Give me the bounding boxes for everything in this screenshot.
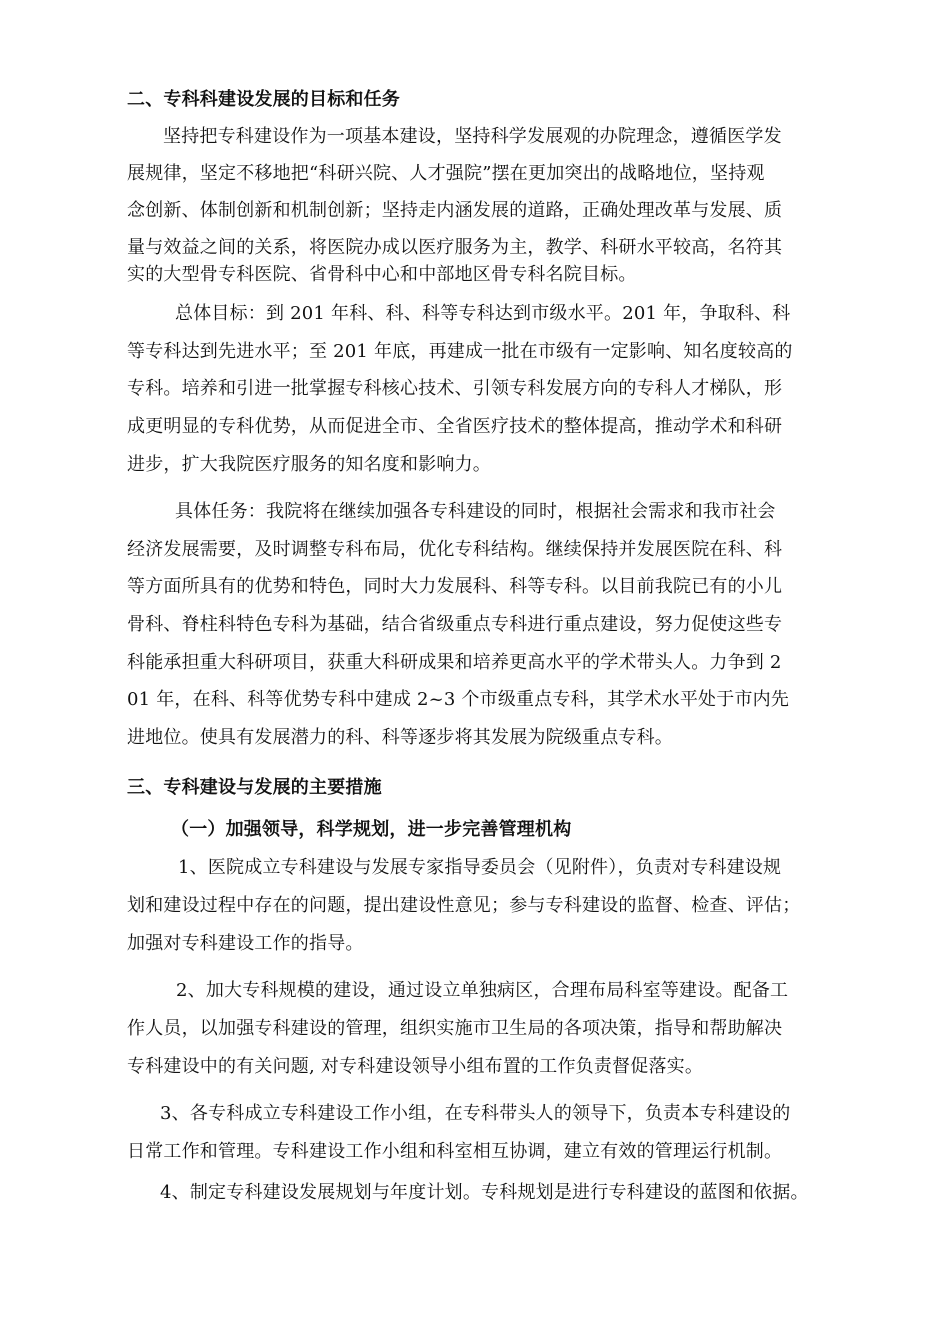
text-line: 成更明显的专科优势，从而促进全市、全省医疗技术的整体提高，推动学术和科研 — [127, 416, 783, 437]
text-line: 经济发展需要，及时调整专科布局，优化专科结构。继续保持并发展医院在科、科 — [127, 539, 783, 560]
text-line: 划和建设过程中存在的问题，提出建设性意见；参与专科建设的监督、检查、评估； — [127, 895, 801, 916]
text-line: 01 年，在科、科等优势专科中建成 2~3 个市级重点专科，其学术水平处于市内先 — [127, 689, 790, 710]
section-heading-2: 二、专科科建设发展的目标和任务 — [127, 89, 400, 110]
text-line: 坚持把专科建设作为一项基本建设，坚持科学发展观的办院理念，遵循医学发 — [163, 126, 782, 147]
text-line: 等方面所具有的优势和特色，同时大力发展科、科等专科。以目前我院已有的小儿 — [127, 576, 783, 597]
subsection-heading-1: （一）加强领导，科学规划，进一步完善管理机构 — [171, 819, 572, 840]
text-line: 4、制定专科建设发展规划与年度计划。专科规划是进行专科建设的蓝图和依据。 — [160, 1182, 809, 1203]
text-line: 专科。培养和引进一批掌握专科核心技术、引领专科发展方向的专科人才梯队，形 — [127, 378, 783, 399]
text-line: 念创新、体制创新和机制创新；坚持走内涵发展的道路，正确处理改革与发展、质 — [127, 200, 783, 221]
text-line: 专科建设中的有关问题, 对专科建设领导小组布置的工作负责督促落实。 — [127, 1056, 704, 1077]
text-line: 进步，扩大我院医疗服务的知名度和影响力。 — [127, 454, 491, 475]
text-line: 具体任务：我院将在继续加强各专科建设的同时，根据社会需求和我市社会 — [175, 501, 776, 522]
text-line: 科能承担重大科研项目，获重大科研成果和培养更高水平的学术带头人。力争到 2 — [127, 652, 782, 673]
text-line: 加强对专科建设工作的指导。 — [127, 933, 364, 954]
text-line: 总体目标：到 201 年科、科、科等专科达到市级水平。201 年，争取科、科 — [175, 303, 791, 324]
text-line: 进地位。使具有发展潜力的科、科等逐步将其发展为院级重点专科。 — [127, 727, 673, 748]
text-line: 3、各专科成立专科建设工作小组，在专科带头人的领导下，负责本专科建设的 — [160, 1103, 791, 1124]
text-line: 实的大型骨专科医院、省骨科中心和中部地区骨专科名院目标。 — [127, 264, 637, 285]
text-line: 等专科达到先进水平；至 201 年底，再建成一批在市级有一定影响、知名度较高的 — [127, 341, 793, 362]
text-line: 量与效益之间的关系，将医院办成以医疗服务为主，教学、科研水平较高，名符其 — [127, 237, 783, 258]
text-line: 展规律，坚定不移地把“科研兴院、人才强院”摆在更加突出的战略地位，坚持观 — [127, 163, 765, 184]
text-line: 2、加大专科规模的建设，通过设立单独病区，合理布局科室等建设。配备工 — [176, 980, 789, 1001]
text-line: 日常工作和管理。专科建设工作小组和科室相互协调，建立有效的管理运行机制。 — [127, 1141, 783, 1162]
text-line: 1、医院成立专科建设与发展专家指导委员会（见附件），负责对专科建设规 — [178, 857, 782, 878]
text-line: 作人员，以加强专科建设的管理，组织实施市卫生局的各项决策，指导和帮助解决 — [127, 1018, 783, 1039]
section-heading-3: 三、专科建设与发展的主要措施 — [127, 777, 382, 798]
text-line: 骨科、脊柱科特色专科为基础，结合省级重点专科进行重点建设，努力促使这些专 — [127, 614, 783, 635]
